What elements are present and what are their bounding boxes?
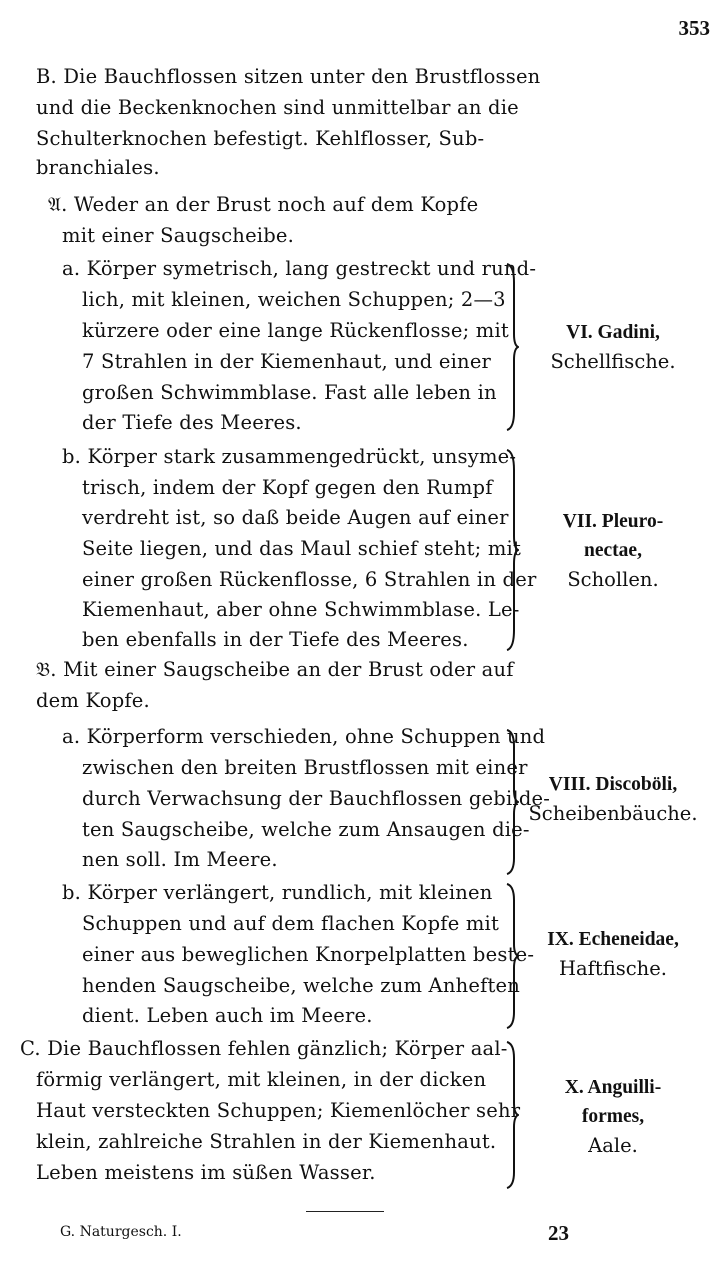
section-c-line-2: förmig verlängert, mit kleinen, in der dicken bbox=[36, 1068, 487, 1091]
order-anguilliformes-common: Aale. bbox=[588, 1134, 638, 1157]
footer-rule bbox=[306, 1211, 384, 1212]
order-anguilliformes bbox=[508, 1073, 718, 1160]
item-ab-line-3: verdreht ist, so daß beide Augen auf einer bbox=[82, 506, 509, 529]
section-b-line-1: B. Die Bauchflossen sitzen unter den Brustflossen bbox=[36, 65, 541, 88]
item-aa-line-3: kürzere oder eine lange Rückenflosse; mit bbox=[82, 319, 509, 342]
subsection-a-line-1: 𝔄. Weder an der Brust noch auf dem Kopfe bbox=[48, 193, 479, 216]
order-pleuronectae bbox=[508, 507, 718, 594]
item-aa-line-1: a. Körper symetrisch, lang gestreckt und rund- bbox=[62, 257, 537, 280]
item-ab-line-6: Kiemenhaut, aber ohne Schwimmblase. Le- bbox=[82, 598, 520, 621]
section-c-line-5: Leben meistens im süßen Wasser. bbox=[36, 1161, 376, 1184]
item-ba-line-4: ten Saugscheibe, welche zum Ansaugen die- bbox=[82, 818, 530, 841]
order-anguilliformes-name-2: formes, bbox=[581, 1106, 645, 1127]
item-ab-line-7: ben ebenfalls in der Tiefe des Meeres. bbox=[82, 628, 469, 651]
section-c-line-4: klein, zahlreiche Strahlen in der Kiemenhaut. bbox=[36, 1130, 497, 1153]
footer-sheet-number: 23 bbox=[548, 1221, 569, 1245]
item-ab-line-5: einer großen Rückenflosse, 6 Strahlen in der bbox=[82, 568, 537, 591]
item-bb-line-1: b. Körper verlängert, rundlich, mit kleinen bbox=[62, 881, 493, 904]
item-aa-line-6: der Tiefe des Meeres. bbox=[82, 411, 302, 434]
item-aa-line-5: großen Schwimmblase. Fast alle leben in bbox=[82, 381, 497, 404]
item-bb-line-4: henden Saugscheibe, welche zum Anheften bbox=[82, 974, 521, 997]
item-ba-line-3: durch Verwachsung der Bauchflossen gebilde- bbox=[82, 787, 551, 810]
order-gadini-common: Schellfische. bbox=[550, 350, 676, 373]
section-c-line-1: C. Die Bauchflossen fehlen gänzlich; Körper aal- bbox=[20, 1037, 508, 1060]
item-aa-line-4: 7 Strahlen in der Kiemenhaut, und einer bbox=[82, 350, 492, 373]
order-anguilliformes-name-1: X. Anguilli- bbox=[564, 1077, 662, 1098]
order-discoboli-name: VIII. Discoböli, bbox=[548, 774, 678, 795]
subsection-b2-line-2: dem Kopfe. bbox=[36, 689, 150, 712]
section-b-line-3: Schulterknochen befestigt. Kehlflosser, Sub- bbox=[36, 127, 485, 150]
order-discoboli-common: Scheibenbäuche. bbox=[528, 802, 698, 825]
item-aa-line-2: lich, mit kleinen, weichen Schuppen; 2—3 bbox=[82, 288, 506, 311]
page-number: 353 bbox=[678, 16, 710, 40]
order-pleuronectae-name-2: nectae, bbox=[584, 540, 642, 561]
item-ab-line-4: Seite liegen, und das Maul schief steht; mit bbox=[82, 537, 521, 560]
item-ba-line-2: zwischen den breiten Brustflossen mit einer bbox=[82, 756, 528, 779]
section-b-line-2: und die Beckenknochen sind unmittelbar an die bbox=[36, 96, 519, 119]
item-bb-line-3: einer aus beweglichen Knorpelplatten beste- bbox=[82, 943, 535, 966]
item-ab-line-2: trisch, indem der Kopf gegen den Rumpf bbox=[82, 476, 493, 499]
section-b-line-4: branchiales. bbox=[36, 156, 160, 179]
subsection-b2-line-1: 𝔅. Mit einer Saugscheibe an der Brust oder auf bbox=[36, 658, 514, 681]
item-bb-line-2: Schuppen und auf dem flachen Kopfe mit bbox=[82, 912, 500, 935]
order-echeneidae-name: IX. Echeneidae, bbox=[547, 929, 679, 950]
order-echeneidae-common: Haftfische. bbox=[559, 957, 667, 980]
item-ab-line-1: b. Körper stark zusammengedrückt, unsyme- bbox=[62, 445, 517, 468]
item-ba-line-5: nen soll. Im Meere. bbox=[82, 848, 278, 871]
order-gadini bbox=[508, 318, 718, 376]
order-echeneidae bbox=[508, 925, 718, 983]
section-c-line-3: Haut versteckten Schuppen; Kiemenlöcher sehr bbox=[36, 1099, 521, 1122]
subsection-a-line-2: mit einer Saugscheibe. bbox=[62, 224, 295, 247]
order-pleuronectae-name-1: VII. Pleuro- bbox=[562, 511, 664, 532]
order-pleuronectae-common: Schollen. bbox=[567, 568, 659, 591]
order-gadini-name: VI. Gadini, bbox=[566, 322, 660, 343]
order-discoboli bbox=[508, 770, 718, 828]
item-ba-line-1: a. Körperform verschieden, ohne Schuppen und bbox=[62, 725, 546, 748]
item-bb-line-5: dient. Leben auch im Meere. bbox=[82, 1004, 373, 1027]
footer-signature: G. Naturgesch. I. bbox=[60, 1224, 182, 1240]
